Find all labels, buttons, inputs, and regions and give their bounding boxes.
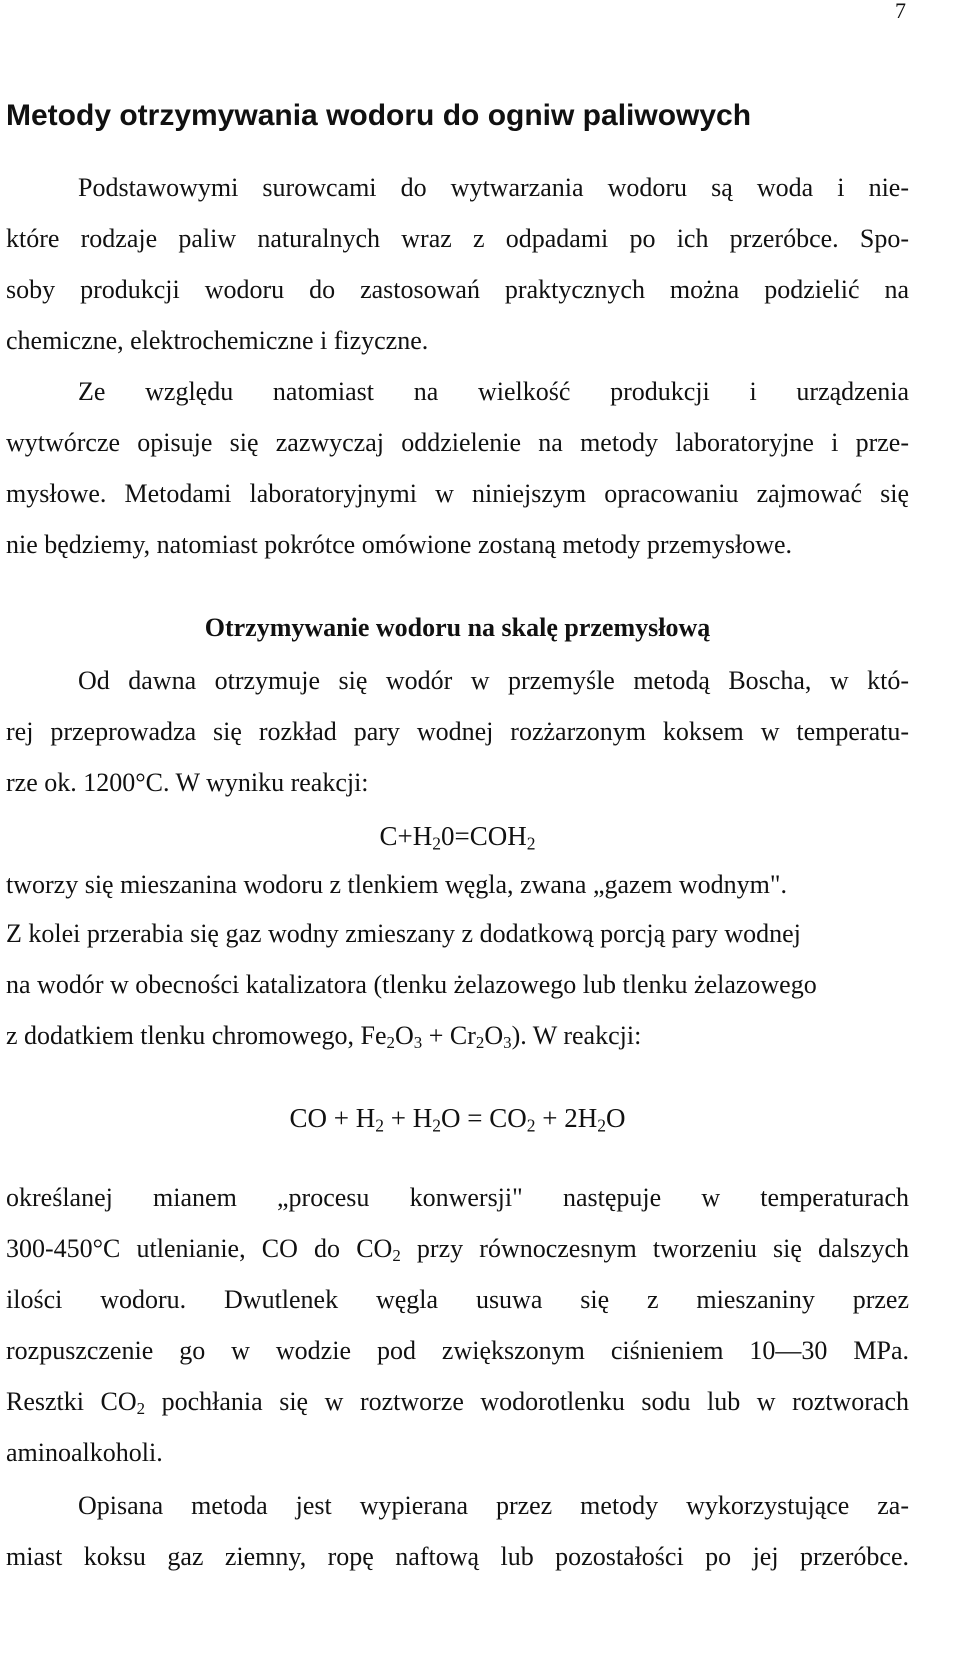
- equation-subscript: 2: [526, 833, 536, 854]
- paragraph-line: miast koksu gaz ziemny, ropę naftową lub pozostałości po jej przeróbce.: [6, 1542, 909, 1571]
- text-part: + Cr: [422, 1021, 476, 1050]
- paragraph-line: tworzy się mieszanina wodoru z tlenkiem węgla, zwana „gazem wodnym".: [6, 870, 787, 899]
- paragraph-line: które rodzaje paliw naturalnych wraz z odpadami po ich przeróbce. Spo-: [6, 224, 909, 253]
- equation-subscript: 2: [432, 1115, 441, 1136]
- paragraph-line: aminoalkoholi.: [6, 1438, 163, 1467]
- paragraph-line: soby produkcji wodoru do zastosowań praktycznych można podzielić na: [6, 275, 909, 304]
- paragraph-line: mysłowe. Metodami laboratoryjnymi w niniejszym opracowaniu zajmować się: [6, 479, 909, 508]
- text-part: O: [394, 1021, 414, 1050]
- equation-subscript: 2: [432, 833, 441, 854]
- paragraph-line: określanej mianem „procesu konwersji" następuje w temperaturach: [6, 1183, 909, 1212]
- paragraph-line: Od dawna otrzymuje się wodór w przemyśle metodą Boscha, w któ-: [78, 666, 909, 695]
- paragraph-line: rej przeprowadza się rozkład pary wodnej rozżarzonym koksem w temperatu-: [6, 717, 909, 746]
- paragraph-line: Ze względu natomiast na wielkość produkcji i urządzenia: [78, 377, 909, 406]
- equation-subscript: 2: [526, 1115, 536, 1136]
- paragraph-line: [6, 1233, 909, 1265]
- paragraph-line: rze ok. 1200°C. W wyniku reakcji:: [6, 768, 369, 797]
- paragraph-line: [6, 1020, 909, 1052]
- text-part: pochłania się w roztworze wodorotlenku sodu lub w roztworach: [145, 1387, 909, 1416]
- subscript: 2: [392, 1246, 401, 1266]
- page-number: 7: [895, 0, 906, 23]
- equation-water-gas: [6, 820, 909, 852]
- subheading: Otrzymywanie wodoru na skalę przemysłową: [204, 613, 711, 642]
- equation-subscript: 2: [597, 1115, 606, 1136]
- paragraph-line: ilości wodoru. Dwutlenek węgla usuwa się z mieszaniny przez: [6, 1285, 909, 1314]
- equation-part: C+H: [379, 821, 433, 851]
- paragraph-line: rozpuszczenie go w wodzie pod zwiększonym ciśnieniem 10—30 MPa.: [6, 1336, 909, 1365]
- paragraph-line: Opisana metoda jest wypierana przez metody wykorzystujące za-: [78, 1491, 909, 1520]
- text-part: 300-450°C utlenianie, CO do CO: [6, 1234, 393, 1263]
- text-part: Resztki CO: [6, 1387, 137, 1416]
- equation-conversion: [6, 1102, 909, 1134]
- equation-part: + H: [384, 1103, 433, 1133]
- equation-part: 0=COH: [441, 821, 527, 851]
- text-part: ). W reakcji:: [511, 1021, 642, 1050]
- equation-subscript: 2: [375, 1115, 384, 1136]
- section-heading: Metody otrzymywania wodoru do ogniw paliwowych: [6, 99, 752, 132]
- equation-part: O = CO: [441, 1103, 527, 1133]
- subscript: 2: [386, 1033, 395, 1053]
- paragraph-line: Z kolei przerabia się gaz wodny zmieszany z dodatkową porcją pary wodnej: [6, 919, 801, 948]
- subscript: 3: [413, 1033, 423, 1053]
- text-part: z dodatkiem tlenku chromowego, Fe: [6, 1021, 387, 1050]
- text-part: O: [484, 1021, 504, 1050]
- text-part: przy równoczesnym tworzeniu się dalszych: [400, 1234, 909, 1263]
- paragraph-line: Podstawowymi surowcami do wytwarzania wodoru są woda i nie-: [78, 173, 909, 202]
- subscript: 2: [475, 1033, 485, 1053]
- subscript: 3: [503, 1033, 512, 1053]
- equation-part: O: [606, 1103, 626, 1133]
- paragraph-line: chemiczne, elektrochemiczne i fizyczne.: [6, 326, 429, 355]
- paragraph-line: [6, 1386, 909, 1418]
- equation-part: CO + H: [289, 1103, 376, 1133]
- subscript: 2: [136, 1399, 146, 1419]
- paragraph-line: wytwórcze opisuje się zazwyczaj oddzielenie na metody laboratoryjne i prze-: [6, 428, 909, 457]
- equation-part: + 2H: [535, 1103, 598, 1133]
- paragraph-line: na wodór w obecności katalizatora (tlenku żelazowego lub tlenku żelazowego: [6, 970, 817, 999]
- paragraph-line: nie będziemy, natomiast pokrótce omówione zostaną metody przemysłowe.: [6, 530, 793, 559]
